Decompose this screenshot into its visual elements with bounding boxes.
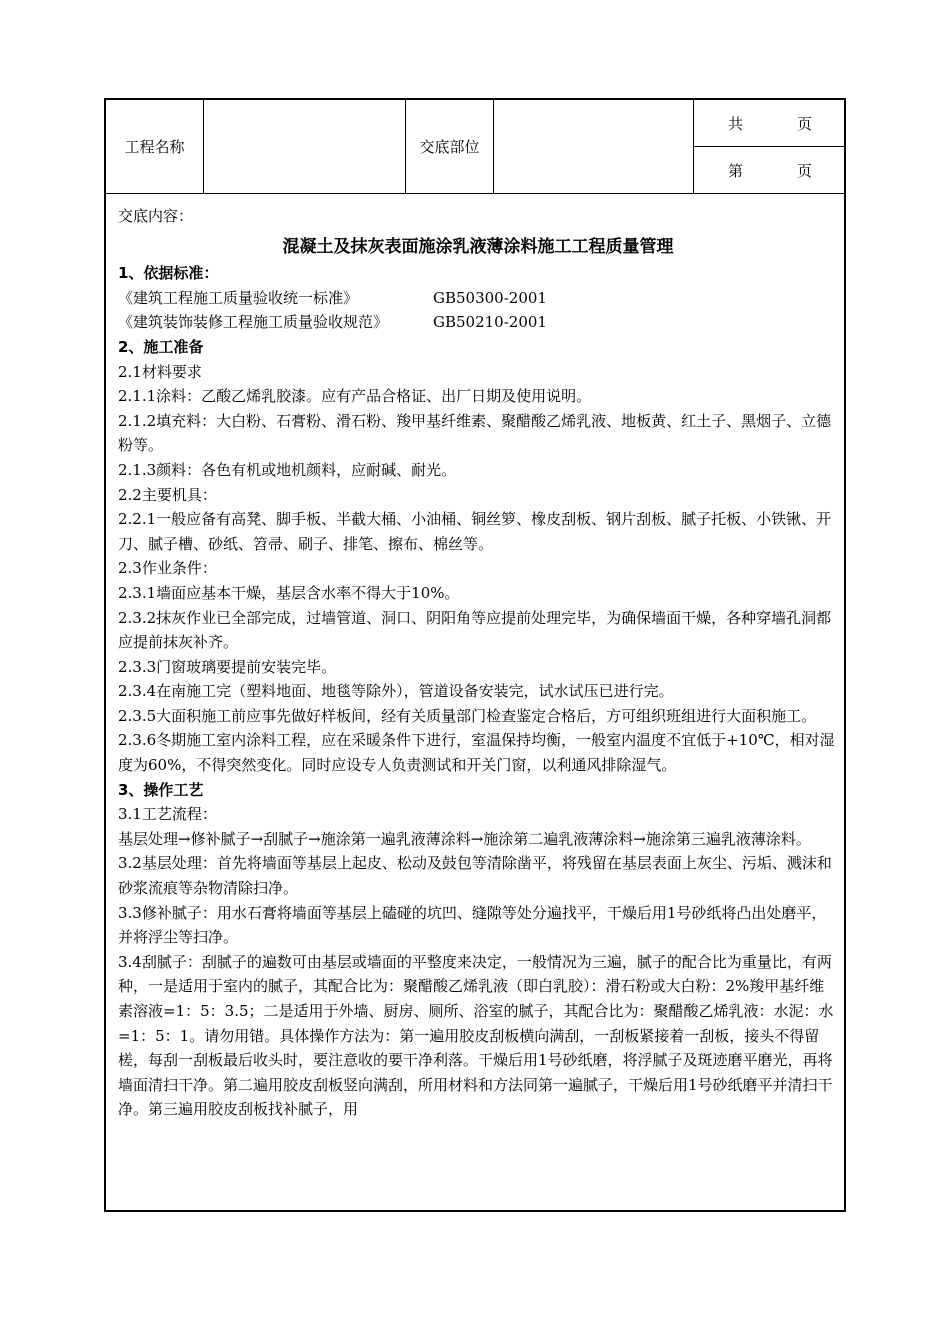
paragraph: 2.1.2填充料：大白粉、石膏粉、滑石粉、羧甲基纤维素、聚醋酸乙烯乳液、地板黄、红土子、黑烟子、立德粉等。 [118, 411, 832, 455]
paragraph: 基层处理→修补腻子→刮腻子→施涂第一遍乳液薄涂料→施涂第二遍乳液薄涂料→施涂第三遍乳液薄涂料。 [118, 829, 811, 848]
total-pages-row [694, 100, 846, 147]
paragraph: 3.4刮腻子：刮腻子的遍数可由基层或墙面的平整度来决定，一般情况为三遍，腻子的配合比为重量比，有两种，一是适用于室内的腻子，其配合比为：聚醋酸乙烯乳液（即白乳胶）：滑石粉或大白粉：2%羧甲基纤维素溶液=1：5：3.5；二是适用于外墙、厨房、厕所、浴室的腻子，其配合比为：聚醋酸乙烯乳液：水泥：水=1：5：1。请勿用错。具体操作方法为：第一遍用胶皮刮板横向满刮，一刮板紧接着一刮板，接头不得留槎，每刮一刮板最后收头时，要注意收的要干净利落。干燥后用1号砂纸磨，将浮腻子及斑迹磨平磨光，再将墙面清扫干净。第二遍用胶皮刮板竖向满刮，所用材料和方法同第一遍腻子，干燥后用1号砂纸磨平并清扫干净。第三遍用胶皮刮板找补腻子，用 [118, 952, 834, 1119]
page-number-row [694, 147, 846, 193]
page-count-cell [694, 100, 846, 193]
paragraph: 2.1.3颜料：各色有机或地机颜料，应耐碱、耐光。 [118, 460, 457, 479]
document-title: 混凝土及抹灰表面施涂乳液薄涂料施工工程质量管理 [282, 236, 674, 257]
standard-row [118, 286, 838, 311]
paragraph: 2.3.1墙面应基本干燥，基层含水率不得大于10%。 [118, 583, 460, 602]
paragraph: 3.2基层处理：首先将墙面等基层上起皮、松动及鼓包等清除凿平，将残留在基层表面上灰尘、污垢、溅沫和砂浆流痕等杂物清除扫净。 [118, 854, 832, 898]
project-name-value [204, 100, 406, 193]
page-label: 第 [728, 161, 744, 180]
paragraph: 2.3.3门窗玻璃要提前安装完毕。 [118, 657, 337, 676]
section-heading: 1、依据标准： [118, 264, 219, 283]
page-unit: 页 [797, 161, 813, 180]
paragraph: 2.1材料要求 [118, 362, 202, 381]
paragraph: 2.1.1涂料：乙酸乙烯乳胶漆。应有产品合格证、出厂日期及使用说明。 [118, 387, 592, 406]
paragraph: 2.2.1一般应备有高凳、脚手板、半截大桶、小油桶、铜丝箩、橡皮刮板、钢片刮板、腻子托板、小铁锹、开刀、腻子槽、砂纸、笤帚、刷子、排笔、擦布、棉丝等。 [118, 510, 832, 553]
handover-part-value [494, 100, 694, 193]
section-heading: 3、操作工艺 [118, 780, 204, 799]
project-name-label: 工程名称 [106, 100, 204, 193]
handover-part-label: 交底部位 [406, 100, 494, 193]
total-label: 共 [728, 114, 744, 133]
paragraph: 2.3.5大面积施工前应事先做好样板间，经有关质量部门检查鉴定合格后，方可组织班组进行大面积施工。 [118, 706, 817, 725]
standard-code: GB50300-2001 [433, 288, 547, 307]
paragraph: 3.1工艺流程： [118, 805, 217, 824]
paragraph: 3.3修补腻子：用水石膏将墙面等基层上磕碰的坑凹、缝隙等处分遍找平，干燥后用1号砂纸将凸出处磨平，并将浮尘等扫净。 [118, 903, 827, 947]
standard-code: GB50210-2001 [433, 313, 547, 332]
paragraph: 2.3.6冬期施工室内涂料工程，应在采暖条件下进行，室温保持均衡，一般室内温度不宜低于+10℃，相对湿度为60%，不得突然变化。同时应设专人负责测试和开关门窗，以利通风排除湿气。 [118, 731, 835, 775]
standard-row [118, 310, 838, 335]
section-heading: 2、施工准备 [118, 337, 204, 356]
paragraph: 2.3.2抹灰作业已全部完成，过墙管道、洞口、阴阳角等应提前处理完毕，为确保墙面干燥，各种穿墙孔洞都应提前抹灰补齐。 [118, 608, 832, 652]
paragraph: 2.3.4在南施工完（塑料地面、地毯等除外），管道设备安装完，试水试压已进行完。 [118, 682, 674, 701]
content-intro: 交底内容： [118, 207, 194, 225]
standard-name: 《建筑工程施工质量验收统一标准》 [118, 288, 359, 307]
form-header [106, 100, 844, 194]
handover-content [118, 204, 838, 1122]
paragraph: 2.3作业条件： [118, 559, 217, 578]
handover-form [104, 98, 846, 1212]
standard-name: 《建筑装饰装修工程施工质量验收规范》 [118, 313, 389, 332]
paragraph: 2.2主要机具： [118, 485, 217, 504]
total-unit: 页 [797, 114, 813, 133]
